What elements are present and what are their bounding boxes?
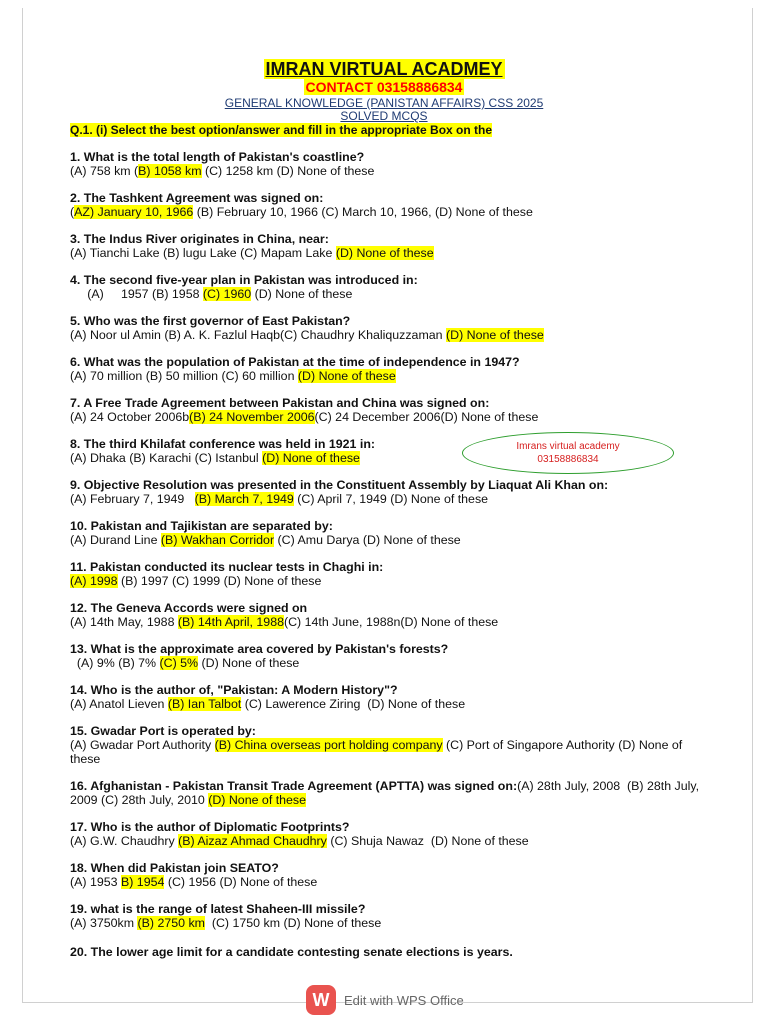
contact-line: CONTACT 03158886834 bbox=[305, 79, 463, 95]
correct-answer-highlight: (B) March 7, 1949 bbox=[194, 492, 294, 506]
answer-options bbox=[70, 410, 710, 424]
options-after-answer: (C) Amu Darya (D) None of these bbox=[274, 533, 461, 547]
options-after-answer: (D) None of these bbox=[251, 287, 353, 301]
stamp-phone: 03158886834 bbox=[537, 454, 599, 465]
options-before-answer: (A) 1957 (B) 1958 bbox=[70, 287, 203, 301]
question-text: 5. Who was the first governor of East Pakistan? bbox=[70, 314, 351, 328]
question-text: 3. The Indus River originates in China, near: bbox=[70, 232, 329, 246]
options-after-answer: (D) None of these bbox=[198, 656, 300, 670]
correct-answer-highlight: B) 1058 km bbox=[138, 164, 202, 178]
options-after-answer: (C) 1956 (D) None of these bbox=[164, 875, 318, 889]
question-item bbox=[70, 232, 710, 260]
correct-answer-highlight: (D) None of these bbox=[262, 451, 360, 465]
answer-options bbox=[70, 834, 710, 848]
options-after-answer: (C) Port of Singapore Authority (D) None of these bbox=[70, 738, 686, 766]
answer-options bbox=[70, 287, 710, 301]
answer-options bbox=[70, 492, 710, 506]
question-text: 15. Gwadar Port is operated by: bbox=[70, 724, 256, 738]
options-before-answer: (A) 70 million (B) 50 million (C) 60 million bbox=[70, 369, 298, 383]
options-before-answer: (A) February 7, 1949 bbox=[70, 492, 195, 506]
answer-options bbox=[70, 697, 710, 711]
question-text: 2. The Tashkent Agreement was signed on: bbox=[70, 191, 324, 205]
question-item bbox=[70, 560, 710, 588]
subheading-solved-mcqs: SOLVED MCQS bbox=[340, 109, 428, 123]
options-before-answer: (A) Tianchi Lake (B) lugu Lake (C) Mapam Lake bbox=[70, 246, 336, 260]
correct-answer-highlight: (B) 2750 km bbox=[137, 916, 205, 930]
question-text: 12. The Geneva Accords were signed on bbox=[70, 601, 308, 615]
correct-answer-highlight: (B) 24 November 2006 bbox=[189, 410, 315, 424]
question-item bbox=[70, 314, 710, 342]
question-item bbox=[70, 150, 710, 178]
wps-edit-banner[interactable] bbox=[306, 985, 464, 1015]
correct-answer-highlight: (B) Aizaz Ahmad Chaudhry bbox=[178, 834, 327, 848]
answer-options bbox=[70, 875, 710, 889]
correct-answer-highlight: B) 1954 bbox=[120, 875, 165, 889]
correct-answer-highlight: (C) 1960 bbox=[202, 287, 252, 301]
correct-answer-highlight: (C) 5% bbox=[159, 656, 199, 670]
options-before-answer: (A) Noor ul Amin (B) A. K. Fazlul Haqb(C) Chaudhry Khaliquzzaman bbox=[70, 328, 446, 342]
correct-answer-highlight: AZ) January 10, 1966 bbox=[74, 205, 194, 219]
options-before-answer: (A) Dhaka (B) Karachi (C) Istanbul bbox=[70, 451, 263, 465]
answer-options bbox=[70, 574, 710, 588]
options-after-answer: (C) 1750 km (D) None of these bbox=[204, 916, 382, 930]
question-item bbox=[70, 478, 710, 506]
question-item bbox=[70, 601, 710, 629]
correct-answer-highlight: (D) None of these bbox=[297, 369, 396, 383]
options-after-answer: (C) Shuja Nawaz (D) None of these bbox=[326, 834, 529, 848]
answer-options bbox=[70, 656, 710, 670]
question-text: 1. What is the total length of Pakistan's coastline? bbox=[70, 150, 365, 164]
options-before-answer: ( bbox=[70, 205, 75, 219]
wps-edit-text: Edit with WPS Office bbox=[344, 992, 464, 1008]
options-after-answer: (C) April 7, 1949 (D) None of these bbox=[293, 492, 489, 506]
question-text: 14. Who is the author of, "Pakistan: A Modern History"? bbox=[70, 683, 398, 697]
question-text: 19. what is the range of latest Shaheen-III missile? bbox=[70, 902, 366, 916]
options-before-answer: (A) Durand Line bbox=[70, 533, 161, 547]
correct-answer-highlight: (B) China overseas port holding company bbox=[214, 738, 443, 752]
options-before-answer: (A) 758 km ( bbox=[70, 164, 139, 178]
question-text: 4. The second five-year plan in Pakistan was introduced in: bbox=[70, 273, 418, 287]
answer-options bbox=[70, 205, 710, 219]
options-after-answer: (C) 1258 km (D) None of these bbox=[201, 164, 375, 178]
question-text: 17. Who is the author of Diplomatic Footprints? bbox=[70, 820, 350, 834]
question-text: 8. The third Khilafat conference was held in 1921 in: bbox=[70, 437, 376, 451]
wps-logo-icon: W bbox=[306, 985, 336, 1015]
academy-stamp bbox=[462, 432, 674, 474]
question-item bbox=[70, 519, 710, 547]
question-item bbox=[70, 642, 710, 670]
question-item bbox=[70, 861, 710, 889]
options-after-answer: (C) 24 December 2006(D) None of these bbox=[314, 410, 539, 424]
correct-answer-highlight: (D) None of these bbox=[208, 793, 307, 807]
stamp-name: Imrans virtual academy bbox=[516, 441, 620, 452]
document-title: IMRAN VIRTUAL ACADMEY bbox=[265, 59, 503, 79]
subject-heading: GENERAL KNOWLEDGE (PANISTAN AFFAIRS) CSS 2025 bbox=[224, 96, 544, 110]
correct-answer-highlight: (B) Wakhan Corridor bbox=[160, 533, 275, 547]
instruction-line: Q.1. (i) Select the best option/answer and fill in the appropriate Box on the bbox=[70, 123, 493, 137]
options-before-answer: (A) 14th May, 1988 bbox=[70, 615, 178, 629]
question-item bbox=[70, 683, 710, 711]
question-text: 20. The lower age limit for a candidate contesting senate elections is years. bbox=[70, 945, 513, 959]
options-before-answer: (A) G.W. Chaudhry bbox=[70, 834, 179, 848]
answer-options bbox=[70, 164, 710, 178]
question-item bbox=[70, 724, 710, 766]
question-text: 9. Objective Resolution was presented in the Constituent Assembly by Liaquat Ali Khan on: bbox=[70, 478, 609, 492]
options-after-answer: (B) 1997 (C) 1999 (D) None of these bbox=[117, 574, 322, 588]
answer-options bbox=[70, 369, 710, 383]
question-text: 18. When did Pakistan join SEATO? bbox=[70, 861, 279, 875]
question-item bbox=[70, 273, 710, 301]
correct-answer-highlight: (D) None of these bbox=[446, 328, 544, 342]
answer-options bbox=[70, 916, 710, 930]
answer-options bbox=[70, 738, 710, 766]
question-text: 16. Afghanistan - Pakistan Transit Trade Agreement (APTTA) was signed on: bbox=[70, 779, 518, 793]
options-after-answer: (B) February 10, 1966 (C) March 10, 1966, (D) None of these bbox=[193, 205, 533, 219]
question-item bbox=[70, 396, 710, 424]
answer-options bbox=[70, 328, 710, 342]
question-text: 6. What was the population of Pakistan at the time of independence in 1947? bbox=[70, 355, 520, 369]
answer-options bbox=[70, 615, 710, 629]
answer-options bbox=[70, 246, 710, 260]
question-item bbox=[70, 191, 710, 219]
question-item bbox=[70, 779, 710, 807]
correct-answer-highlight: (D) None of these bbox=[335, 246, 434, 260]
question-item bbox=[70, 945, 710, 959]
question-item bbox=[70, 902, 710, 930]
options-before-answer: (A) 1953 bbox=[70, 875, 121, 889]
options-before-answer: (A) 3750km bbox=[70, 916, 138, 930]
options-before-answer: (A) 24 October 2006b bbox=[70, 410, 190, 424]
options-before-answer: (A) 9% (B) 7% bbox=[70, 656, 160, 670]
question-text: 7. A Free Trade Agreement between Pakistan and China was signed on: bbox=[70, 396, 490, 410]
answer-options bbox=[70, 533, 710, 547]
correct-answer-highlight: (B) Ian Talbot bbox=[167, 697, 242, 711]
question-text: 13. What is the approximate area covered by Pakistan's forests? bbox=[70, 642, 449, 656]
question-text: 11. Pakistan conducted its nuclear tests in Chaghi in: bbox=[70, 560, 384, 574]
correct-answer-highlight: (A) 1998 bbox=[70, 574, 118, 588]
question-item bbox=[70, 820, 710, 848]
options-after-answer: (C) 14th June, 1988n(D) None of these bbox=[283, 615, 499, 629]
options-after-answer: (C) Lawerence Ziring (D) None of these bbox=[241, 697, 466, 711]
correct-answer-highlight: (B) 14th April, 1988 bbox=[177, 615, 284, 629]
options-before-answer: (A) Gwadar Port Authority bbox=[70, 738, 215, 752]
options-before-answer: (A) 28th July, 2008 (B) 28th July, 2009 (C) 28th July, 2010 bbox=[70, 779, 703, 807]
options-before-answer: (A) Anatol Lieven bbox=[70, 697, 168, 711]
question-item bbox=[70, 355, 710, 383]
question-text: 10. Pakistan and Tajikistan are separated by: bbox=[70, 519, 333, 533]
